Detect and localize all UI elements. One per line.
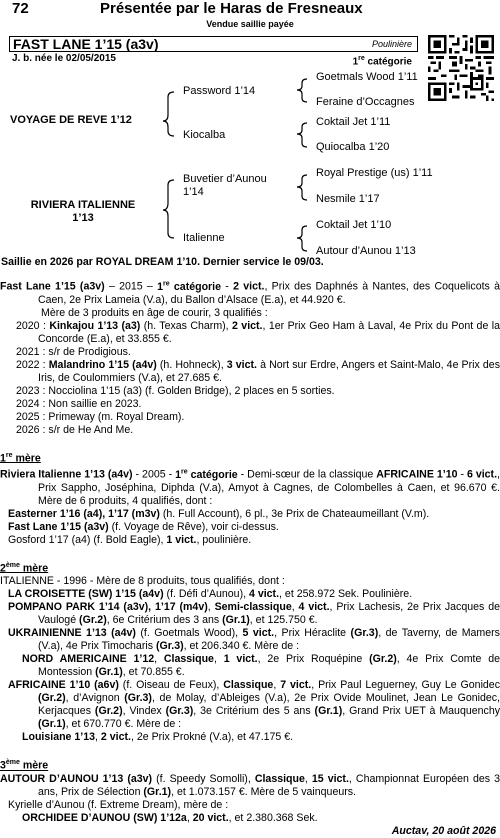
produce-lead: Fast Lane 1’15 (a3v) – 2015 – 1re catégorie - 2 vict., Prix des Daphnés à Nantes, des Coquelicots à Caen, 2e Prix Lameia (V.a), du Ballon d’Alsace (E.a), et 44.920 €. (0, 280, 500, 306)
third-dam-heading: 3ème mère (0, 759, 49, 772)
third-dam-text: AUTOUR D’AUNOU 1’13 (a3v) (f. Speedy Somolli), Classique, 15 vict., Championnat Européen des 3 ans, Prix de Sélection (Gr.1), et 1.073.157 €. Mère de 5 vainqueurs. (0, 772, 500, 798)
pedigree-dam: RIVIERA ITALIENNE 1’13 (30, 199, 136, 224)
second-dam-intro: ITALIENNE - 1996 - Mère de 8 produits, tous qualifiés, dont : (0, 575, 285, 588)
third-dam-produce-1: Kyrielle d’Aunou (f. Extreme Dream), mère de : (8, 798, 229, 811)
second-dam-produce-3: UKRAINIENNE 1’13 (a4v) (f. Goetmals Wood), 5 vict., Prix Héraclite (Gr.3), de Taverny, de Mamers (V.a), 4e Prix Timocharis (Gr.3), et 206.340 €. Mère de : (8, 627, 500, 653)
pedigree-ggp-7: Coktail Jet 1’10 (316, 219, 392, 231)
lot-number: 72 (12, 0, 29, 17)
pedigree-ggp-6: Nesmile 1’17 (316, 193, 380, 205)
saillie-note: Saillie en 2026 par ROYAL DREAM 1’10. Dernier service le 09/03. (1, 256, 324, 268)
second-dam-produce-4: AFRICAINE 1’10 (a6v) (f. Oiseau de Feux), Classique, 7 vict., Prix Paul Leguerney, Guy Le Gonidec (Gr.2), d’Avignon (Gr.3), de Molay, d’Ableiges (V.a), 2e Prix Ovide Moulinet, Jean Le Gonidec, Kerjacques (Gr.2), Vindex (Gr.3), 3e Critérium des 5 ans (Gr.1), Grand Prix UET à Mauquenchy (Gr.1), et 670.770 €. Mère de : (8, 679, 500, 731)
horse-category: 1re catégorie (352, 55, 412, 68)
page-title: Présentée par le Haras de Fresneaux (100, 0, 363, 17)
first-dam-section (0, 449, 500, 547)
first-dam-produce-3: Gosford 1’17 (a4) (f. Bold Eagle), 1 vict., poulinière. (8, 533, 252, 546)
produce-2021: 2021 : s/r de Prodigious. (16, 345, 131, 358)
pedigree-ggp-5: Royal Prestige (us) 1’11 (316, 167, 433, 179)
third-dam-section (0, 756, 500, 838)
produce-2022: 2022 : Malandrino 1’15 (a4v) (h. Hohneck), 3 vict. à Nort sur Erdre, Angers et Saint-Malo, 4e Prix des Iris, de Coulommiers (V.a), et 27.685 €. (16, 358, 500, 384)
produce-2026: 2026 : s/r de He And Me. (16, 423, 134, 436)
horse-birth: J. b. née le 02/05/2015 (12, 53, 116, 64)
pedigree-ggp-1: Goetmals Wood 1’11 (316, 71, 418, 83)
horse-name: FAST LANE 1’15 (a3v) (13, 36, 159, 52)
produce-2025: 2025 : Primeway (m. Royal Dream). (16, 410, 185, 423)
first-dam-heading: 1re mère (0, 451, 41, 465)
pedigree-sire: VOYAGE DE REVE 1’12 (10, 114, 132, 126)
footer-credit: Auctav, 20 août 2026 (391, 824, 496, 837)
first-dam-produce-1: Easterner 1’16 (a4), 1’17 (m3v) (h. Full Account), 6 pl., 3e Prix de Chateaumeillant (V.m). (8, 507, 430, 520)
second-dam-grandproduce-2: Louisiane 1’13, 2 vict., 2e Prix Prokné (V.a), et 47.175 €. (22, 731, 294, 744)
first-dam-produce-2: Fast Lane 1’15 (a3v) (f. Voyage de Rêve), voir ci-dessus. (8, 520, 279, 533)
sale-condition: Vendue saillie payée (206, 19, 294, 29)
second-dam-heading: 2ème mère (0, 561, 49, 575)
pedigree-ggp-4: Quiocalba 1’20 (316, 141, 390, 153)
third-dam-grandproduce-1: ORCHIDEE D’AUNOU (SW) 1’12a, 20 vict., et 2.380.368 Sek. (22, 811, 318, 824)
produce-2023: 2023 : Nocciolina 1’15 (a3) (f. Golden Bridge), 2 places en 5 sorties. (16, 384, 335, 397)
pedigree-dam-sire: Buvetier d’Aunou 1’14 (183, 173, 267, 198)
second-dam-grandproduce-1: NORD AMERICAINE 1’12, Classique, 1 vict., 2e Prix Roquépine (Gr.2), 4e Prix Comte de Montession (Gr.1), et 70.855 €. (22, 653, 500, 679)
catalog-text (0, 256, 500, 838)
pedigree-braces (0, 0, 500, 260)
second-dam-section (0, 559, 500, 745)
second-dam-produce-1: LA CROISETTE (SW) 1’15 (a4v) (f. Défi d’Aunou), 4 vict., et 258.972 Sek. Poulinière. (8, 588, 413, 601)
pedigree-dam-dam: Italienne (183, 232, 225, 244)
pedigree-sire-dam: Kiocalba (183, 129, 226, 141)
pedigree-ggp-3: Coktail Jet 1’11 (316, 116, 391, 128)
second-dam-produce-2: POMPANO PARK 1’14 (a3v), 1’17 (m4v), Semi-classique, 4 vict., Prix Lachesis, 2e Prix Jacques de Vaulogé (Gr.2), 6e Critérium des 3 ans (Gr.1), et 125.750 €. (8, 601, 500, 627)
produce-2024: 2024 : Non saillie en 2023. (16, 397, 142, 410)
produce-2020: 2020 : Kinkajou 1’13 (a3) (h. Texas Charm), 2 vict., 1er Prix Geo Ham à Laval, 4e Prix du Pont de la Concorde (E.a), et 33.855 €. (16, 319, 500, 345)
pedigree-sire-sire: Password 1’14 (183, 85, 256, 97)
produce-mother-note: Mère de 3 produits en âge de courir, 3 qualifiés : (41, 306, 268, 319)
pedigree-ggp-8: Autour d’Aunou 1’13 (316, 245, 416, 257)
produce-section (0, 277, 500, 437)
first-dam-text: Riviera Italienne 1’13 (a4v) - 2005 - 1re catégorie - Demi-sœur de la classique AFRICAINE 1’10 - 6 vict., Prix Sappho, Joséphina, Diphda (V.a), Amyot à Cagnes, de Colombelles à Caen, et 96.670 €. Mère de 6 produits, 4 qualifiés, dont : (0, 468, 500, 507)
pedigree-ggp-2: Feraine d’Occagnes (316, 96, 415, 108)
horse-status: Poulinière (371, 39, 412, 49)
